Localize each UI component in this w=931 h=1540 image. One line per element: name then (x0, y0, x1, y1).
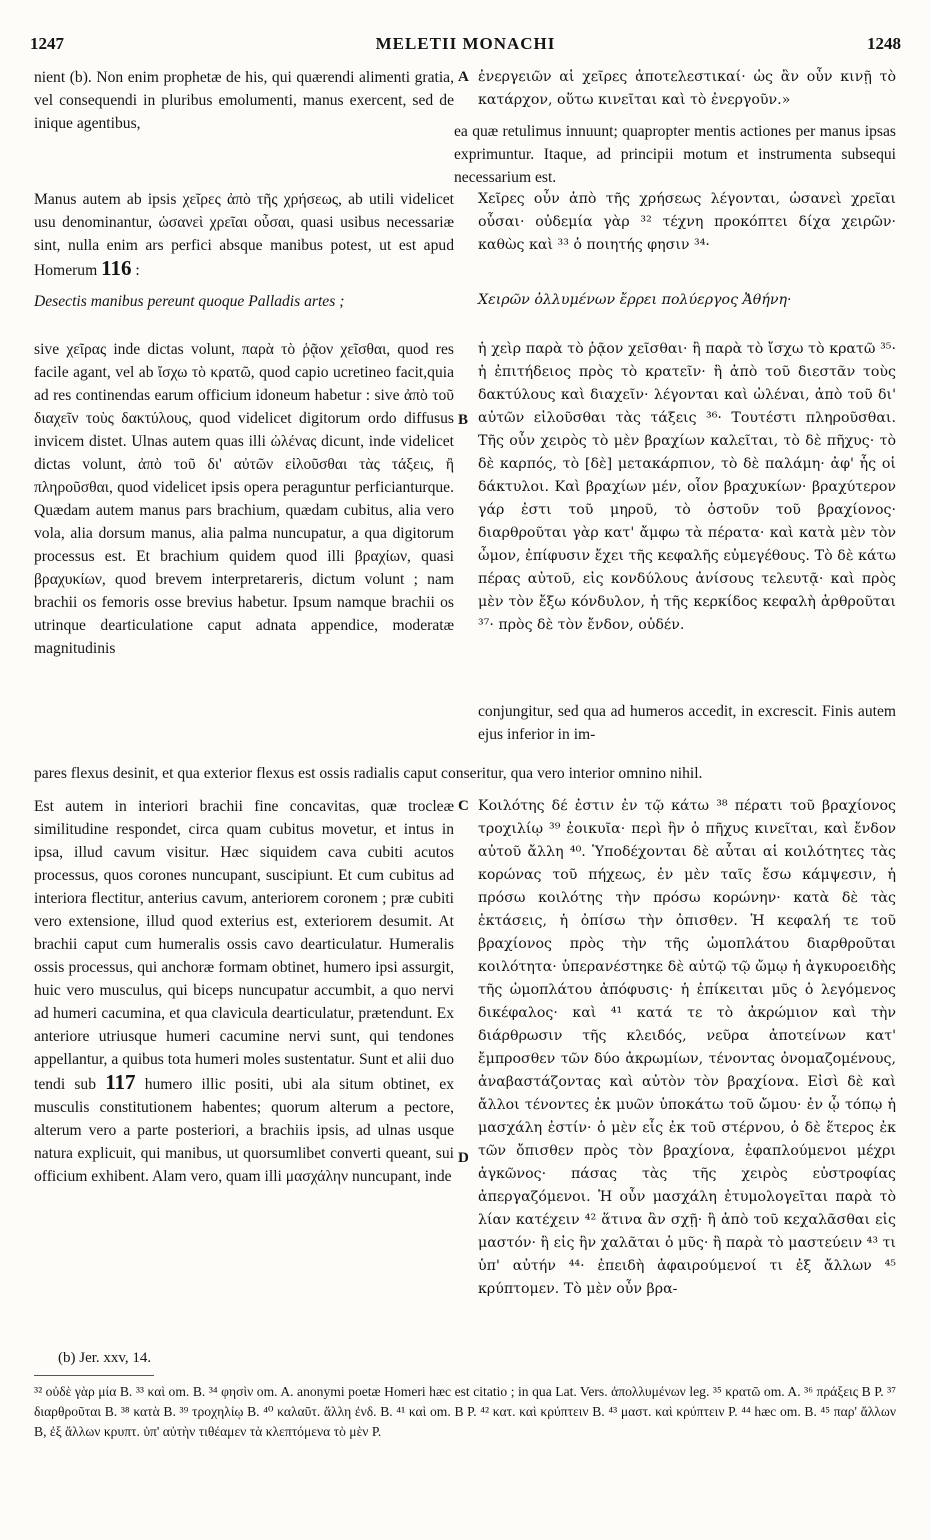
shared-line-1: ea quæ retulimus innuunt; quapropter mentis actiones per manus ipsas exprimuntur. Itaque, ad principii motum et instrumenta subsequi necessarium est. (454, 123, 896, 186)
margin-marker-b: B (458, 412, 469, 428)
latin-verse: Desectis manibus pereunt quoque Palladis artes ; (34, 293, 345, 310)
greek-paragraph-3: ἡ χεὶρ παρὰ τὸ ῥᾷον χεῖσθαι· ἢ παρὰ τὸ ἴσχω τὸ κρατῶ ³⁵· ἡ ἐπιτήδειος πρὸς τὸ κρατεῖν· ἢ ἀπὸ τοῦ διεστᾶν τοὺς δακτύλους καὶ διαχεῖν· λέγονται καὶ ὠλέναι, ἀπὸ τοῦ δι' αὐτῶν εἰλοῦσθαι τὰς τάξεις ³⁶· Τουτέστι πληροῦσθαι. Τῆς οὖν χειρὸς τὸ μὲν βραχίων καλεῖται, τὸ δὲ πῆχυς· τὸ δὲ καρπός, τὸ [δὲ] μετακάρπιον, τὸ δὲ παλάμη· ἀφ' ἧς οἱ δάκτυλοι. Καὶ βραχίων μέν, οἷον βραχυκίων· βραχύτερον γάρ ἐστι τοῦ μηροῦ, τὸ ὀστοῦν τοῦ βραχίονος· διαρθροῦται γὰρ κατ' ἄμφω τὰ πέρατα· καὶ κατὰ μὲν τὸν ὦμον, ἐπίφυσιν ἔχει τῆς κεφαλῆς εὐμεγέθους. Τὸ δὲ κάτω πέρας αὐτοῦ, εἰς κονδύλους ἀνίσους τελευτᾷ· καὶ πρὸς μὲν τὸν ἔξω κόνδυλον, ἡ τῆς κερκίδος κεφαλὴ ἀρθροῦται ³⁷· πρὸς δὲ τὸν ἔνδον, οὐδέν. (478, 341, 896, 633)
right-page-number: 1248 (867, 34, 901, 53)
latin-paragraph-2: Manus autem ab ipsis χεῖρες ἀπὸ τῆς χρήσεως, ab utili videlicet usu denominantur, ὡσανεὶ χρεῖαι οὖσαι, quasi usibus necessariæ sint, nulla enim ars perfici absque manibus potest, ut est apud Homerum 116 : Desectis manibus pereunt quoque Palladis artes ; (34, 188, 454, 313)
running-title: MELETII MONACHI (375, 34, 556, 53)
latin-text-2: Manus autem ab ipsis χεῖρες ἀπὸ τῆς χρήσεως, ab utili videlicet usu denominantur, ὡσανεὶ χρεῖαι οὖσαι, quasi usibus necessariæ sint, nulla enim ars perfici absque manibus potest, ut est apud Homerum (34, 191, 454, 279)
greek-paragraph-2: Χεῖρες οὖν ἀπὸ τῆς χρήσεως λέγονται, ὡσανεὶ χρεῖαι οὖσαι· οὐδεμία γὰρ ³² τέχνη προκόπτει δίχα χειρῶν· καθὼς καὶ ³³ ὁ ποιητής φησιν ³⁴· Χειρῶν ὀλλυμένων ἔρρει πολύεργος Ἀθήνη· (478, 188, 896, 312)
latin-text-4b: humero illic positi, ubi ala situm obtinet, ex musculis constitutionem habentes; quorum alterum a pectore, alterum vero a parte posteriori, a brachiis ipsis, ad ulnas usque natura explicuit, qui manibus, ut quorsumlibet converti queant, sui officium exhibent. Alam vero, quam illi μασχάλην nuncupant, inde (34, 1076, 454, 1185)
greek-verse: Χειρῶν ὀλλυμένων ἔρρει πολύεργος Ἀθήνη· (478, 292, 792, 308)
footnote-divider (34, 1375, 154, 1376)
margin-marker-c: C (458, 798, 469, 814)
margin-marker-d: D (458, 1150, 469, 1166)
footnotes: ³² οὐδὲ γὰρ μία B. ³³ καὶ om. B. ³⁴ φησὶν om. A. anonymi poetæ Homeri hæc est citatio ; in qua Lat. Vers. ἀπολλυμένων leg. ³⁵ κρατῶ om. A. ³⁶ πράξεις B P. ³⁷ διαρθροῦται B. ³⁸ κατὰ B. ³⁹ τροχηλίῳ B. ⁴⁰ καλαῦτ. ἄλλη ἐνδ. B. ⁴¹ καὶ om. B P. ⁴² κατ. καὶ κρύπτειν B. ⁴³ μαστ. καὶ κρύπτειν P. ⁴⁴ hæc om. B. ⁴⁵ παρ' ἄλλων B, ἐξ ἄλλων κρυπτ. ὑπ' αὐτὴν τιθέαμεν τὰ κλεπτόμενα τὸ μὲν P. (34, 1384, 896, 1439)
latin-paragraph-4 (34, 795, 454, 1188)
greek-paragraph-4: Κοιλότης δέ ἐστιν ἐν τῷ κάτω ³⁸ πέρατι τοῦ βραχίονος τροχιλίῳ ³⁹ ἐοικυῖα· περὶ ἣν ὁ πῆχυς κινεῖται, καὶ ἔνδον αὐτοῦ ἄλλη ⁴⁰. Ὑποδέχονται δὲ αὗται αἱ κοιλότητες τὰς κορώνας τοῦ πήχεως, ἐν μὲν ταῖς ἔσω κάμψεσιν, ἡ πρόσω κοιλότης τὴν πρόσω κορώνην· κατὰ δὲ τὰς ἐκτάσεις, ἡ ὀπίσω τὴν ὀπισθεν. Ἡ κεφαλή τε τοῦ βραχίονος πρὸς τὴν τῆς ὠμοπλάτου διαρθροῦται κοιλότητα· ὑπερανέστηκε δὲ αὐτῷ τῷ ὤμῳ ἡ ἀγκυροειδὴς τῆς ὠμοπλάτου ἀπόφυσις· ἡ ἐπίκειται μῦς ὁ λεγόμενος δικέφαλος· καὶ ⁴¹ κατά τε τὸ ἀκρώμιον καὶ τὴν διάρθρωσιν τῆς κλειδός, νεῦρα ἀποτείνων κατ' ἔμπροσθεν τῶν δύο ἀκρωμίων, τένοντας ὀνομαζομένους, ἀναβαστάζοντας καὶ αὐτὸν τὸν βραχίονα. Εἰσὶ δὲ καὶ ἄλλοι τένοντες ἐκ μυῶν ὑποκάτω τοῦ ὤμου· ἐν ᾧ τόπῳ ἡ μασχάλη ἐστίν· ὁ μὲν εἷς ἐκ τοῦ στέρνου, ὁ δὲ ἕτερος ἐκ τῶν ὄπισθεν πρὸς τὸν βραχίονα, ἐφαπλούμενοι μέχρι ἀγκῶνος· πάσας τὰς τῆς χειρὸς εὐστροφίας ἀπεργαζόμενοι. Ἡ οὖν μασχάλη ἐτυμολογεῖται παρὰ τὸ λίαν κατέχειν ⁴² ἅτινα ἂν σχῇ· ἢ ἀπὸ τοῦ κεχαλᾶσθαι εἰς μαστόν· ἢ εἰς ἣν χαλᾶται ὁ μῦς· ἢ παρὰ τὸ μαστεύειν ⁴³ τι ὑπ' αὐτήν ⁴⁴· ἐπειδὴ ἀφαιρούμενοί τι ἐξ ἄλλων ⁴⁵ κρύπτομεν. Τὸ μὲν οὖν βρα- (478, 798, 896, 1297)
left-page-number: 1247 (30, 34, 64, 53)
page-header (30, 34, 901, 60)
scripture-reference: (b) Jer. xxv, 14. (58, 1350, 152, 1366)
page-number-116: 116 (101, 256, 132, 280)
page-number-117: 117 (105, 1070, 136, 1094)
latin-continuation: conjungitur, sed qua ad humeros accedit, in excrescit. Finis autem ejus inferior in im- (478, 703, 896, 743)
latin-paragraph-1: nient (b). Non enim prophetæ de his, qui quærendi alimenti gratia, vel consequendi in pluribus emolumenti, manus exercent, sed de inique agentibus, (34, 69, 454, 132)
margin-marker-a: A (458, 69, 469, 85)
shared-line-2: pares flexus desinit, et qua exterior flexus est ossis radialis caput conseritur, qua vero interior omnino nihil. (34, 764, 703, 782)
greek-paragraph-1: ἐνεργειῶν αἱ χεῖρες ἀποτελεστικαί· ὡς ἂν οὖν κινῇ τὸ κατάρχον, οὕτω κινεῖται καὶ τὸ ἐνεργοῦν.» (478, 69, 896, 108)
latin-text-4: Est autem in interiori brachii fine concavitas, quæ trocleæ similitudine respondet, circa quam cubitus movetur, et intus in ipsa, illud cavum visitur. Hæc siquidem cava cubiti acutos processus, quos corones nuncupant, suscipiunt. Et cum cubitus ad interiora flectitur, anterius cavum, anteriorem coronem ; præ cubiti vero extensione, illud quod exterius est, exteriorem desumit. At brachii caput cum humeralis ossis cavo dearticulatur. Humeralis ossis processus, qui anchoræ formam obtinet, humero ipsi assurgit, huic vero musculus, qui biceps nuncupatur accumbit, a quo nervi ad humeri cacumina, et qua clavicula dearticulatur, prætendunt. Ex anteriore utriusque humeri cacumine nervi sunt, qui tendones appellantur, a quibus tota humeri moles sustentatur. Sunt et alii duo tendi sub (34, 798, 454, 1093)
latin-paragraph-3: sive χεῖρας inde dictas volunt, παρὰ τὸ ῥᾷον χεῖσθαι, quod res facile agant, vel ab ἴσχω τὸ κρατῶ, quod capio ucretineo facit,quia ad res continendas earum officium idoneum habetur : sive ἀπὸ τοῦ διαχεῖν τοὺς δακτύλους, quod videlicet digitorum ordo diffusus invicem distet. Ulnas autem quas illi ὠλένας dicunt, inde videlicet dictas volunt, ἀπὸ τοῦ δι' αὐτῶν εἰλοῦσθαι τὰς τάξεις, ἢ πληροῦσθαι, quod videlicet ipsis opera peraguntur perficianturque. Quædam autem manus pars brachium, quædam cubitus, alia vero vola, alia dorsum manus, alia palma nuncupatur, a qua digitorum processus est. Et brachium quidem quod illi βραχίων, quasi βραχυκίων, quod brevem interpretareris, dictum volunt ; nam brachii os femoris osse brevius habetur. Ipsum namque brachii os utrinque dearticulatione caput adnata appendice, moderatæ magnitudinis (34, 341, 454, 657)
